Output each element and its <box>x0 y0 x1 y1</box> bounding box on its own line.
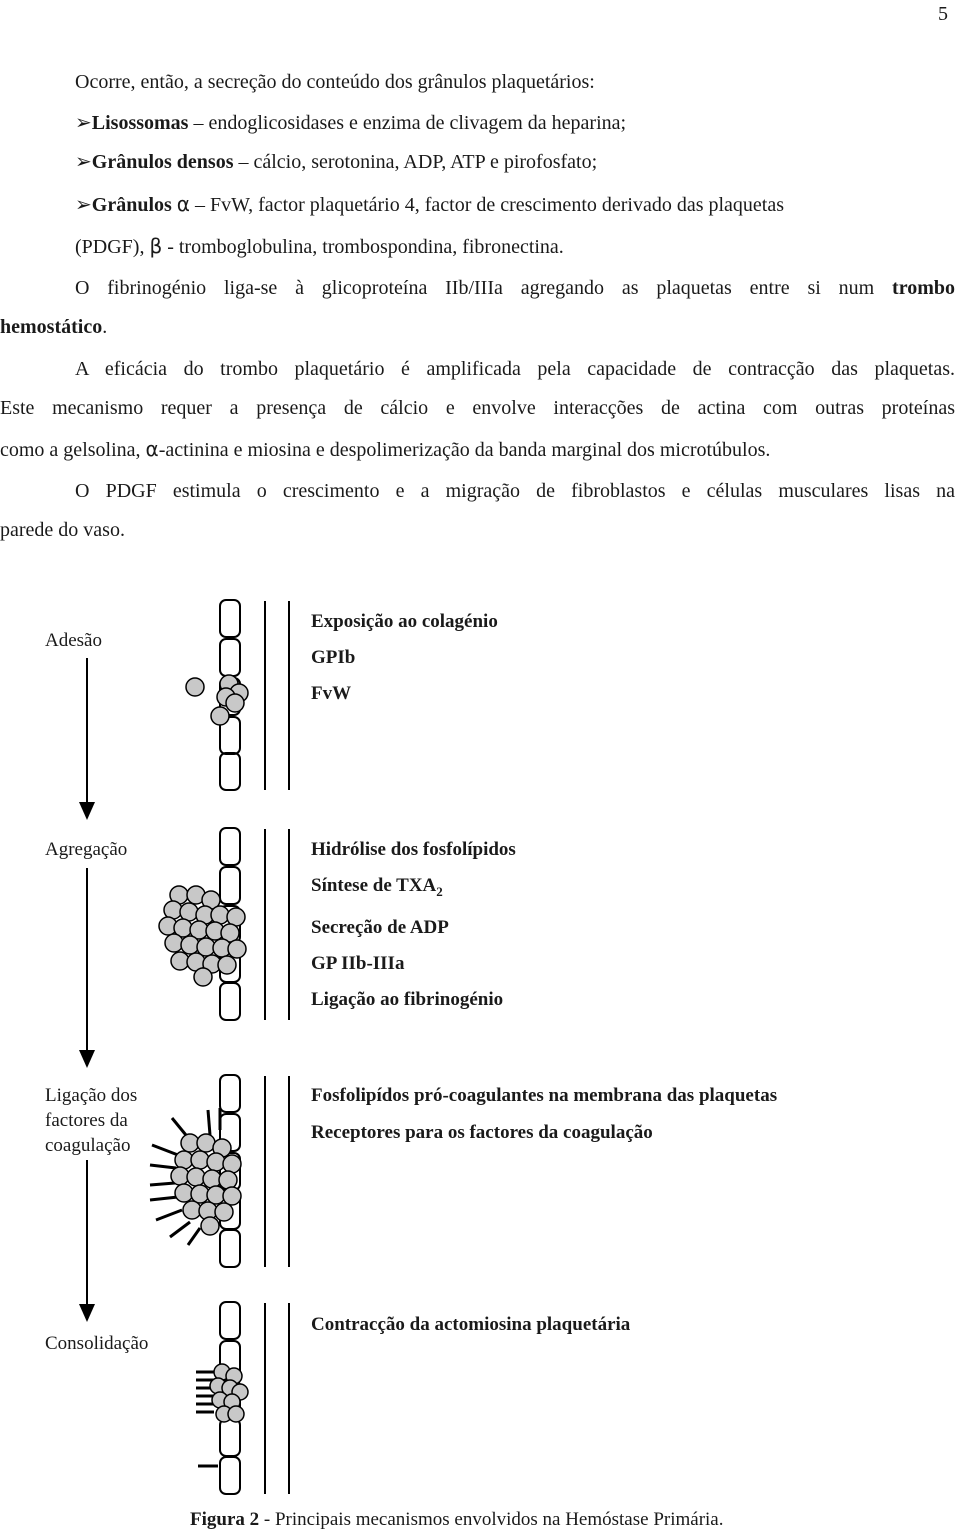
page-number: 5 <box>938 3 948 25</box>
para2-line2: Este mecanismo requer a presença de cálcio e envolve interacções de actina com outras proteínas <box>0 397 955 419</box>
bullet-text: endoglicosidases e enzima de clivagem da heparina; <box>208 112 627 134</box>
platelets-agregacao <box>159 886 246 986</box>
label-hidrolise: Hidrólise dos fosfolípidos <box>311 839 516 860</box>
para2-text-b: -actinina e miosina e despolimerização da banda marginal dos microtúbulos. <box>158 439 771 461</box>
platelets-consolidacao <box>210 1364 248 1422</box>
intro-text: Ocorre, então, a secreção do conteúdo dos grânulos plaquetários: <box>75 71 595 93</box>
arrow-bullet-icon: ➢ <box>75 194 92 216</box>
para1-bold2: hemostático <box>0 316 103 338</box>
stage-agregacao: Agregação <box>45 839 128 860</box>
bullet-term: Lisossomas <box>91 112 189 134</box>
para1-bold: trombo <box>892 277 955 299</box>
stage3-line: Ligação dos <box>45 1085 138 1106</box>
stage-consolidacao: Consolidação <box>45 1333 149 1354</box>
alpha-symbol: α <box>145 437 159 461</box>
bullet-text: cálcio, serotonina, ADP, ATP e pirofosfato; <box>253 151 598 173</box>
para2-text: como a gelsolina, <box>0 439 146 461</box>
arrow-bullet-icon: ➢ <box>75 112 92 134</box>
alpha-symbol: α <box>176 192 190 216</box>
label-gp: GP IIb-IIIa <box>311 952 405 974</box>
stage3-line: factores da <box>45 1110 128 1131</box>
label-fvw: FvW <box>311 683 352 704</box>
beta-symbol: β <box>149 234 163 258</box>
stage3-line: coagulação <box>45 1135 131 1156</box>
bullet-term: Grânulos <box>91 194 177 216</box>
platelets-adesao <box>186 675 248 725</box>
label-txa-sub: 2 <box>436 883 443 899</box>
arrow-bullet-icon: ➢ <box>75 151 92 173</box>
platelets-coagulacao <box>171 1134 241 1235</box>
caption-bold: Figura 2 <box>190 1509 260 1530</box>
bullet-term: Grânulos densos <box>91 151 234 173</box>
coag-labels <box>311 1083 777 1145</box>
para1-end: . <box>102 316 108 338</box>
consol-labels <box>311 1312 630 1337</box>
para3-line1: O PDGF estimula o crescimento e a migração de fibroblastos e células musculares lisas na <box>75 480 955 502</box>
stage-adesao: Adesão <box>45 630 102 651</box>
label-actomiosina: Contracção da actomiosina plaquetária <box>311 1314 631 1335</box>
label-gpib: GPIb <box>311 647 356 668</box>
para1-text: O fibrinogénio liga-se à glicoproteína IIb/IIIa agregando as plaquetas entre si num <box>75 277 893 299</box>
label-receptores: Receptores para os factores da coagulação <box>311 1122 653 1143</box>
bullet-dash: – <box>189 194 210 216</box>
label-colagenio: Exposição ao colagénio <box>311 611 498 632</box>
figure-caption <box>190 1508 724 1532</box>
bullet-dash: – <box>233 151 254 173</box>
label-txa <box>311 873 516 904</box>
agregacao-labels <box>311 837 516 1012</box>
bullet-text: FvW, factor plaquetário 4, factor de crescimento derivado das plaquetas <box>209 194 785 216</box>
label-adp: Secreção de ADP <box>311 916 449 938</box>
label-fosfolipidos: Fosfolipídos pró-coagulantes na membrana das plaquetas <box>311 1085 778 1106</box>
caption-text: - Principais mecanismos envolvidos na Hemóstase Primária. <box>259 1509 724 1530</box>
para2-line1: A eficácia do trombo plaquetário é amplificada pela capacidade de contracção das plaquetas. <box>75 358 955 380</box>
label-txa-text: Síntese de TXA <box>311 875 437 896</box>
para3-line2: parede do vaso. <box>0 519 125 541</box>
bullet-dash: – <box>188 112 209 134</box>
pdgf-text: (PDGF), <box>75 236 150 258</box>
beta-text: - tromboglobulina, trombospondina, fibronectina. <box>162 236 564 258</box>
label-fibrinogenio: Ligação ao fibrinogénio <box>311 988 504 1010</box>
adesao-labels <box>311 609 498 706</box>
